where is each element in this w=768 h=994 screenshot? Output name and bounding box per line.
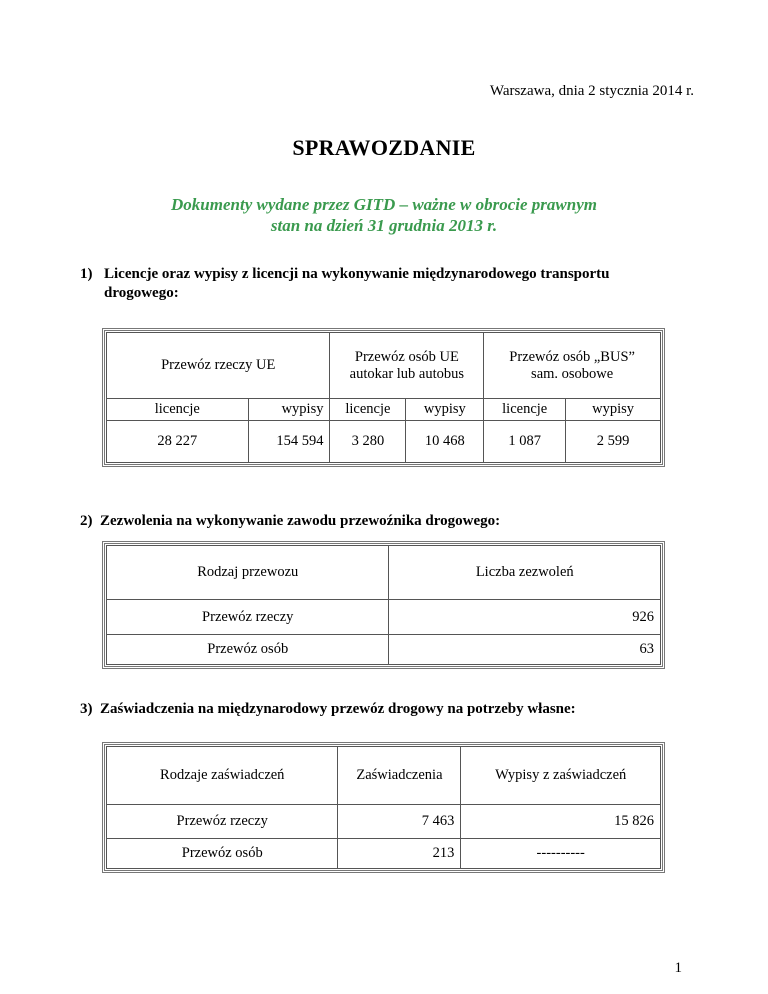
subheader-cell: licencje	[107, 399, 249, 421]
row-label: Przewóz rzeczy	[107, 600, 389, 635]
table-header-row	[107, 333, 661, 399]
table-row	[107, 600, 661, 635]
row-cert-value: 213	[338, 839, 461, 869]
header-passengers-eu	[330, 333, 484, 399]
header-passengers-bus	[484, 333, 661, 399]
row-value: 926	[389, 600, 661, 635]
section-1-heading-line-1: Licencje oraz wypisy z licencji na wykonywanie międzynarodowego transportu	[104, 266, 610, 282]
header-passengers-eu-line-1: Przewóz osób UE	[354, 348, 459, 365]
value-cell: 10 468	[406, 421, 484, 463]
table-row	[107, 635, 661, 665]
document-date: Warszawa, dnia 2 stycznia 2014 r.	[489, 83, 694, 99]
table-row	[107, 805, 661, 839]
table-row	[107, 839, 661, 869]
row-label: Przewóz osób	[107, 635, 389, 665]
table-header-row	[107, 747, 661, 805]
permits-table	[106, 545, 661, 665]
header-certificate-types: Rodzaje zaświadczeń	[107, 747, 338, 805]
row-label: Przewóz rzeczy	[107, 805, 338, 839]
row-label: Przewóz osób	[107, 839, 338, 869]
header-passengers-bus-line-2: sam. osobowe	[531, 365, 614, 382]
subheader-cell: licencje	[330, 399, 406, 421]
section-3-heading: 3) Zaświadczenia na międzynarodowy przewóz drogowy na potrzeby własne:	[80, 701, 576, 717]
header-permit-count: Liczba zezwoleń	[389, 546, 661, 600]
header-passengers-bus-line-1: Przewóz osób „BUS”	[509, 348, 635, 365]
section-1-number: 1)	[80, 266, 93, 282]
value-cell: 2 599	[566, 421, 661, 463]
row-extract-value: ----------	[461, 839, 661, 869]
header-goods-eu: Przewóz rzeczy UE	[107, 333, 330, 399]
document-title: SPRAWOZDANIE	[292, 135, 476, 160]
table-subheader-row	[107, 399, 661, 421]
value-cell: 28 227	[107, 421, 249, 463]
value-cell: 154 594	[248, 421, 330, 463]
value-cell: 1 087	[484, 421, 566, 463]
header-passengers-eu-line-2: autokar lub autobus	[349, 365, 465, 382]
section-1-heading	[80, 265, 688, 303]
licenses-table	[106, 332, 661, 463]
value-cell: 3 280	[330, 421, 406, 463]
subheader-cell: wypisy	[406, 399, 484, 421]
header-certificates: Zaświadczenia	[338, 747, 461, 805]
header-certificate-extracts: Wypisy z zaświadczeń	[461, 747, 661, 805]
page-number: 1	[674, 960, 682, 976]
certificates-table	[106, 746, 661, 869]
header-transport-type: Rodzaj przewozu	[107, 546, 389, 600]
section-1-heading-line-2: drogowego:	[104, 285, 179, 301]
subheader-cell: wypisy	[248, 399, 330, 421]
subtitle-line-2: stan na dzień 31 grudnia 2013 r.	[270, 216, 498, 235]
section-2-heading: 2) Zezwolenia na wykonywanie zawodu przewoźnika drogowego:	[80, 513, 501, 529]
row-extract-value: 15 826	[461, 805, 661, 839]
row-value: 63	[389, 635, 661, 665]
subheader-cell: licencje	[484, 399, 566, 421]
subtitle-line-1: Dokumenty wydane przez GITD – ważne w obrocie prawnym	[171, 195, 597, 214]
row-cert-value: 7 463	[338, 805, 461, 839]
table-header-row	[107, 546, 661, 600]
subheader-cell: wypisy	[566, 399, 661, 421]
table-row	[107, 421, 661, 463]
